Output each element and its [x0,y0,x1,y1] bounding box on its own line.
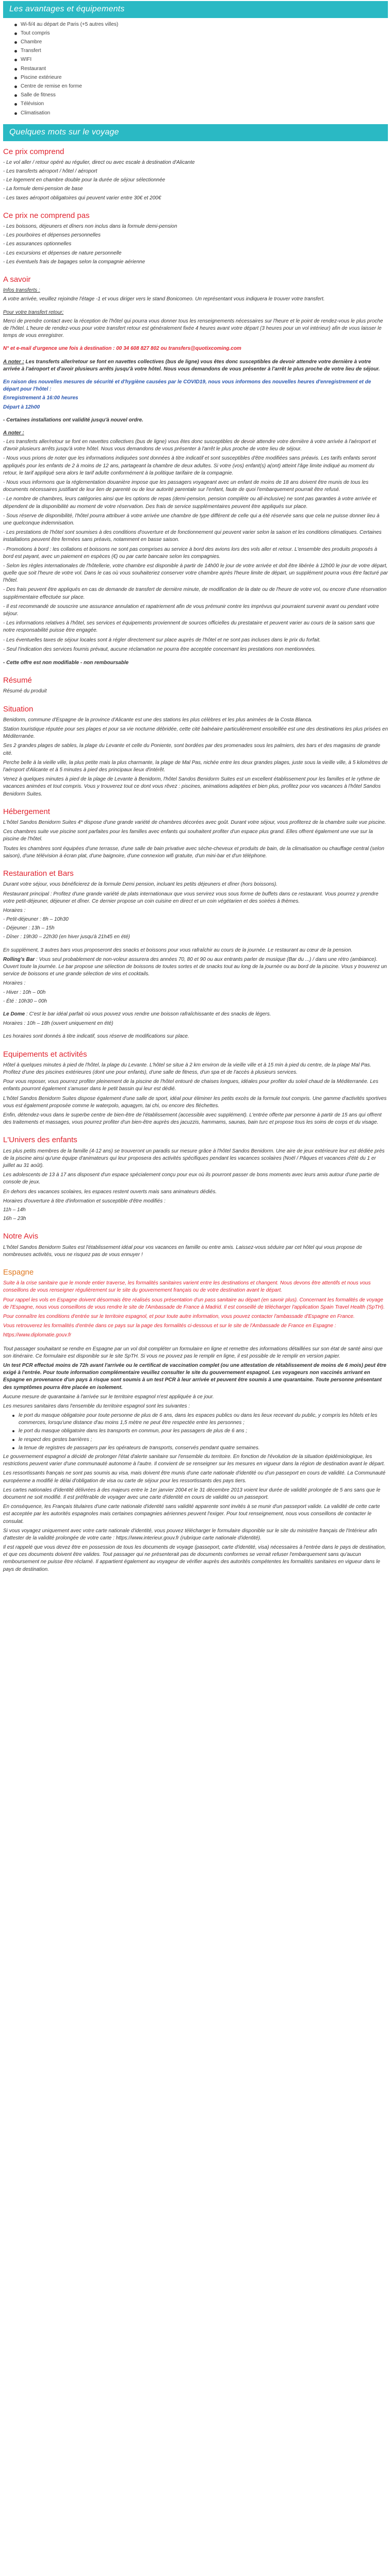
notinc-heading: Ce prix ne comprend pas [3,211,90,220]
espagne-paragraph: Il est rappelé que vous devez être en possession de tous les documents de voyage (passeport, carte d'identité, visa) nécessaires à l'entrée dans le pays de destination, et que ces documents doivent être valides. Tout passager qui ne présenterait pas de documents conformes se verrait refuser l'embarquement sans qu'aucun remboursement ne puisse être réclamé. Il appartient également au voyageur de vérifier auprès des autorités compétentes les formalités sanitaires en vigueur dans le pays de destination. [3,1545,386,1572]
restauration-paragraph: En supplément, 3 autres bars vous proposeront des snacks et boissons pour vous rafraîchir au cours de la journée. Le restaurant au cœur de la pension. [3,947,353,953]
resume-paragraph: Résumé du produit [3,688,47,694]
espagne-measure-item: le respect des gestes barrières ; [12,1436,388,1444]
notes-item: - Les transferts aller/retour se font en navettes collectives (bus de ligne) vous êtes donc susceptibles de devoir attendre votre dernière à votre arrivée à l'aéroport et d'avoir plusieurs arrêts jusqu'à votre hôtel. Nous vous demandons de vous présenter à l'arrêt le plus proche de votre lieu de séjour. [3,439,376,452]
notes-item: - Les informations relatives à l'hôtel, ses services et équipements proviennent de sources officielles du prestataire et peuvent varier au cours de la saison sans que notre responsabilité puisse être engagée. [3,620,375,634]
savoir-retour-paragraph: Merci de prendre contact avec la réception de l'hôtel qui pourra vous donner tous les renseignements nécessaires sur l'heure et le point de rendez-vous le plus proche de l'hôtel. L'heure de rendez-vous pour votre transfert retour est généralement fixée 4 heures avant votre départ (3 heures pour un vol intérieur) afin de vous laisser le temps de vous enregistrer. [3,318,383,339]
espagne-heading: Espagne [3,1267,34,1277]
dome-bar-paragraph: : C'est le bar idéal parfait où vous pouvez vous rendre une boisson rafraîchissante et des snacks de légers. [25,1011,271,1017]
espagne-paragraph: En conséquence, les Français titulaires d'une carte nationale d'identité sans validité apparente sont invités à se munir d'un passeport valide. La validité de cette carte est acceptée par les autorités espagnoles mais certaines compagnies aériennes peuvent l'exiger. Pour tout renseignement, nous vous conseillons de contacter le consulat. [3,1504,380,1524]
advantage-item: Télévision [14,100,388,108]
notes-item: - Sous réserve de disponibilité, l'hôtel pourra attribuer à votre arrivée une chambre de type différent de celle qui a été réservée sans que cela ne puisse donner lieu à une quelconque indemnisation. [3,513,380,526]
equip-paragraph: Enfin, détendez-vous dans le superbe centre de bien-être de l'établissement (accessible avec supplément). L'entrée offerte par personne à partir de 15 ans qui offrent des traitements et massages, vous pourrez profiter d'un bien-être auprès des jacuzzis, hammams, saunas, bain turc et propose tous les soins de corps et du visage. [3,1112,382,1126]
advantage-item: Tout compris [14,30,388,37]
espagne-paragraph: Pour connaître les conditions d'entrée sur le territoire espagnol, et pour toute autre information, vous pouvez contacter l'ambassade d'Espagne en France. [3,1314,355,1320]
restauration-hours-line: - Dîner : 19h30 – 22h30 (en hiver jusqu'à 21h45 en été) [3,934,130,940]
enfants-heading: L'Univers des enfants [3,1136,77,1145]
restauration-hours-label: Horaires : [3,907,26,913]
notes-item: - Nous vous prions de noter que les informations indiquées sont données à titre indicatif et sont susceptibles d'être modifiées sans préavis. Les tarifs enfants seront appliqués pour les enfants de 2 à moins de 12 ans, partageant la chambre de deux adultes. Si votre (vos) enfant(s) a(ont) atteint l'âge limite indiqué au moment du retour, le tarif appliqué sera alors le tarif adulte conformément à la politique tarifaire de la compagnie. [3,455,376,476]
restauration-heading: Restauration et Bars [3,869,74,878]
advantage-item: Piscine extérieure [14,74,388,81]
espagne-paragraph: Tout passager souhaitant se rendre en Espagne par un vol doit compléter un formulaire en ligne et remettre des informations détaillées sur son état de santé ainsi que son itinéraire. Ce formulaire est disponible sur le site SpTH. Si vous ne pouvez pas le remplir en ligne, il est possible de le remplir en version papier. [3,1346,383,1359]
espagne-link[interactable]: https://www.diplomatie.gouv.fr [3,1332,72,1338]
restauration-note: Les horaires sont donnés à titre indicatif, sous réserve de modifications sur place. [3,1033,189,1040]
savoir-paragraph: A votre arrivée, veuillez rejoindre l'étage -1 et vous diriger vers le stand Bonicomeo. Un représentant vous indiquera le trouver votre transfert. [3,296,325,302]
equip-paragraph: Pour vous reposer, vous pourrez profiter pleinement de la piscine de l'hôtel entouré de chaises longues, idéales pour profiter du soleil chaud de la Méditerranée. Les enfants pourront également s'amuser dans le petit bassin qui leur est dédié. [3,1079,379,1092]
notinc-line: - Les boissons, déjeuners et dîners non inclus dans la formule demi-pension [3,224,177,230]
prog-line: - Les taxes aéroport obligatoires qui peuvent varier entre 30€ et 200€ [3,195,161,201]
rolling-bar-paragraph: : Vous seul probablement de non-voleur assurera des années 70, 80 et 90 ou aux entrants parler de musique (Bar du ...) / dans une rétro (ambiance). Ouvert toute la journée. Le bar propose une sélection de boissons de toutes sortes et de snacks tout au long de la journée ou au bord de la piscine. Vous y trouverez un service de boissons et une grande sélection de vins et cocktails. [3,956,387,977]
espagne-measures-list [3,1412,388,1452]
rolling-bar-label: Rolling's Bar [3,956,35,962]
advantage-item: Salle de fitness [14,92,388,99]
notes-item: - Le nombre de chambres, leurs catégories ainsi que les options de repas (demi-pension, pension complète ou all-inclusive) ne sont pas garanties à votre arrivée et dépendent de la disponibilité au moment de votre réservation. Des frais de service supplémentaires peuvent être appliqués sur place. [3,496,377,510]
notes-item: - Selon les règles internationales de l'hôtellerie, votre chambre est disponible à partir de 14h00 le jour de votre arrivée et doit être libérée à 12h00 le jour de votre départ, quelle que soit l'heure de votre vol. Dans le cas où vous souhaiteriez conserver votre chambre après l'heure limite de départ, un supplément pourra vous être facturé par l'hôtel. [3,563,388,584]
situation-paragraph: Benidorm, commune d'Espagne de la province d'Alicante est une des stations les plus célèbres et les plus animées de la Costa Blanca. [3,717,313,723]
checkin-time: Enregistrement à 16:00 heures [3,395,78,401]
rolling-hours-label: Horaires : [3,980,26,987]
situation-paragraph: Venez à quelques minutes à pied de la plage de Levante à Benidorm, l'hôtel Sandos Benidorm Suites est un excellent établissement pour les familles et le rythme de vacances animées et tout compris. Vous y trouverez tout ce dont vous rêvez : piscines, animations adaptées et bien plus, profitez pour vos vacances à l'hôtel Sandos Benidorm Suites. [3,776,381,797]
notes-item: - Promotions à bord : les collations et boissons ne sont pas comprises au service à bord des avions lors des vols aller et retour. L'ensemble des produits proposés à bord est payant, avec un paiement en espèces (€) ou par carte bancaire selon les compagnies. [3,546,378,560]
situation-heading: Situation [3,704,34,714]
page [0,1,391,1573]
hebergement-paragraph: Ces chambres suite vue piscine sont parfaites pour les familles avec enfants qui souhaitent profiter d'un espace plus grand. Elles offrent également une vue sur la piscine de l'hôtel. [3,829,373,842]
enfants-hours-line: 16h – 23h [3,1216,26,1222]
equip-paragraph: Hôtel à quelques minutes à pied de l'hôtel, la plage du Levante. L'hôtel se situe à 2 km environ de la vieille ville et à 15 min à pied du centre, de la plage Mal Pas. Profitez d'une des piscines extérieures (dont une pour enfants), d'une salle de fitness, d'un spa et de l'accès à plusieurs services. [3,1062,371,1075]
espagne-paragraph: Le gouvernement espagnol a décidé de prolonger l'état d'alerte sanitaire sur l'ensemble du territoire. En fonction de l'évolution de la situation épidémiologique, les restrictions peuvent varier d'une communauté autonome à l'autre. Il convient de se renseigner sur les mesures en vigueur dans la région de destination avant le départ. [3,1454,385,1467]
checkout-time: Départ à 12h00 [3,404,40,410]
prog-line: - Le vol aller / retour opéré au régulier, direct ou avec escale à destination d'Alicante [3,159,195,165]
enfants-paragraph: En dehors des vacances scolaires, les espaces restent ouverts mais sans animateurs dédiés. [3,1189,217,1195]
enfants-paragraph: Les adolescents de 13 à 17 ans disposent d'un espace spécialement conçu pour eux où ils pourront passer de bons moments avec leurs amis autour d'une partie de console de jeux. [3,1172,380,1185]
equip-heading: Equipements et activités [3,1049,87,1059]
espagne-paragraph: Les ressortissants français ne sont pas soumis au visa, mais doivent être munis d'une carte nationale d'identité ou d'un passeport en cours de validité. La Communauté européenne a modifié le délai d'obligation de visa ou carte de séjour pour les ressortissants des pays tiers. [3,1470,386,1484]
notes-item: - Il est recommandé de souscrire une assurance annulation et rapatriement afin de vous prémunir contre les imprévus qui pourraient survenir avant ou pendant votre séjour. [3,603,379,617]
enfants-hours-label: Horaires d'ouverture à titre d'information et susceptible d'être modifiés : [3,1198,166,1204]
notes-item: - Les prestations de l'hôtel sont soumises à des conditions d'ouverture et de fonctionnement qui peuvent varier selon la saison et les conditions climatiques. Certaines installations peuvent être fermées sans préavis, notamment en basse saison. [3,530,382,543]
enfants-paragraph: Les plus petits membres de la famille (4-12 ans) se trouveront un paradis sur mesure grâce à l'hôtel Sandos Benidorm. Une aire de jeux extérieure leur est dédiée près de la piscine ainsi qu'une équipe d'animateurs qui leur proposera des activités spécifiques pendant les vacances scolaires (Noël / Pâques et vacances d'été du 1 er juillet au 31 août). [3,1148,385,1168]
prog-heading: Ce prix comprend [3,147,64,156]
advantages-banner: Les avantages et équipements [3,1,388,18]
advantage-item: Centre de remise en forme [14,83,388,90]
enfants-hours-line: 11h – 14h [3,1207,26,1213]
emergency-contact: N° et e-mail d'urgence une fois à destination : 00 34 608 827 802 ou transfers@quotixcoming.com [3,346,241,352]
non-refundable-note: - Cette offre est non modifiable - non remboursable [3,659,129,666]
resume-heading: Résumé [3,676,32,685]
espagne-paragraph: Aucune mesure de quarantaine à l'arrivée sur le territoire espagnol n'est appliquée à ce jour. [3,1394,214,1400]
espagne-measure-item: la tenue de registres de passagers par les opérateurs de transports, conservés pendant quatre semaines. [12,1445,388,1452]
equip-paragraph: L'hôtel Sandos Benidorm Suites dispose également d'une salle de sport, idéal pour éliminer les petits excès de la formule tout compris. Une gamme d'activités sportives vous est également proposée comme le waterpolo, aquagym, tai chi, ou encore des fléchettes. [3,1095,387,1109]
covid-paragraph: En raison des nouvelles mesures de sécurité et d'hygiène causées par le COVID19, nous vous informons des nouvelles heures d'enregistrement et de départ pour l'hôtel : [3,379,371,393]
notes-item: - Les éventuelles taxes de séjour locales sont à régler directement sur place auprès de l'hôtel et ne sont pas incluses dans le prix du forfait. [3,637,321,643]
note-label: A noter : [3,359,24,365]
info-banner: Quelques mots sur le voyage [3,124,388,141]
notinc-line: - Les assurances optionnelles [3,241,72,247]
restauration-paragraph: Durant votre séjour, vous bénéficierez de la formule Demi pension, incluant les petits déjeuners et dîner (hors boissons). [3,882,278,888]
restauration-hours-line: - Déjeuner : 13h – 15h [3,925,55,931]
notes-item: - Des frais peuvent être appliqués en cas de demande de transfert de dernière minute, de modification de la date ou de l'heure de votre vol, ou encore d'une réservation supplémentaire effectuée sur place. [3,587,387,600]
note-paragraph: Les transferts aller/retour se font en navettes collectives (bus de ligne) vous êtes donc susceptibles de devoir attendre votre dernière à votre arrivée à l'aéroport et d'avoir plusieurs arrêts jusqu'à votre hôtel. Nous vous demandons de vous présenter à l'arrêt le plus proche de votre lieu de séjour. [3,359,380,372]
espagne-paragraph: Les cartes nationales d'identité délivrées à des majeurs entre le 1er janvier 2004 et le 31 décembre 2013 voient leur durée de validité prolongée de 5 ans sans que le document ne soit modifié. Il est préférable de voyager avec une carte d'identité en cours de validité ou un passeport. [3,1487,381,1500]
situation-paragraph: Ses 2 grandes plages de sables, la plage du Levante et celle du Poniente, sont bordées par des promenades sous les palmiers, des bars et des magasins de grande cité. [3,743,381,756]
prog-line: - Le logement en chambre double pour la durée de séjour sélectionnée [3,177,166,183]
espagne-paragraph: Pour rappel les vols en Espagne doivent désormais être réalisés sous présentation d'un pass sanitaire au départ (en savoir plus). Concernant les formalités de voyage de l'Espagne, nous vous conseillons de vous rendre le site de l'Ambassade de France à Madrid. Il est conseillé de télécharger l'application Spain Travel Health (SpTH). [3,1297,385,1310]
hebergement-paragraph: L'hôtel Sandos Benidorm Suites 4* dispose d'une grande variété de chambres décorées avec goût. Durant votre séjour, vous profiterez de la chambre suite vue piscine. [3,820,386,826]
espagne-paragraph: Les mesures sanitaires dans l'ensemble du territoire espagnol sont les suivantes : [3,1403,190,1409]
avis-heading: Notre Avis [3,1232,39,1241]
advantages-list [3,21,388,117]
espagne-paragraph: Vous retrouverez les formalités d'entrée dans ce pays sur la page des formalités ci-dessous et sur le site de l'Ambassade de France en Espagne : [3,1323,336,1329]
notes-item: - Nous vous informons que la réglementation douanière impose que les passagers voyageant avec un enfant de moins de 18 ans doivent être munis de tous les documents nécessaires justifiant de leur lien de parenté ou de leur autorité parentale sur l'enfant, faute de quoi l'embarquement pourrait être refusé. [3,480,369,493]
dome-bar-label: Le Dome [3,1011,25,1017]
advantage-item: WIFI [14,56,388,63]
prog-line: - Les transferts aéroport / hôtel / aéroport [3,168,97,174]
advantage-item: Chambre [14,39,388,46]
espagne-paragraph: Suite à la crise sanitaire que le monde entier traverse, les formalités sanitaires varient entre les destinations et changent. Nous devons être attentifs et nous vous conseillons de vous renseigner régulièrement sur le site du gouvernement français ou de votre destination avant le départ. [3,1280,371,1294]
rolling-hours-line: - Été : 10h30 – 00h [3,998,47,1004]
advantage-item: Wi-fi/4 au départ de Paris (+5 autres villes) [14,21,388,28]
notinc-line: - Les pourboires et dépenses personnelles [3,232,101,239]
dome-hours: Horaires : 10h – 18h (ouvert uniquement en été) [3,1021,113,1027]
situation-paragraph: Station touristique réputée pour ses plages et pour sa vie nocturne débridée, cette cité balnéaire particulièrement ensoleillée est une des destinations les plus prisées en Méditerranée. [3,726,388,740]
savoir-subheading: Infos transferts : [3,287,40,294]
installations-note: - Certaines installations ont validité jusqu'à nouvel ordre. [3,417,143,423]
savoir-heading: A savoir [3,275,31,284]
espagne-measure-item: le port du masque obligatoire pour toute personne de plus de 6 ans, dans les espaces publics ou dans les lieux recevant du public, y compris les hôtels et les commerces, lorsqu'une distance d'au moins 1,5 mètre ne peut être respectée entre les personnes ; [12,1412,388,1427]
restauration-paragraph: Restaurant principal : Profitez d'une grande variété de plats internationaux que vous servirez vous sous forme de buffets dans ce restaurant. Vous pourrez y prendre votre petit-déjeuner, déjeuner et dîner. Ce dernier propose un coin cuisine en direct et un coin végétarien et des soirées à thèmes. [3,891,379,904]
espagne-paragraph: Si vous voyagez uniquement avec votre carte nationale d'identité, vous pouvez télécharger le formulaire disponible sur le site du ministère français de l'Intérieur afin d'attester de la validité prolongée de votre carte : https://www.interieur.gouv.fr (rubrique carte nationale d'identité). [3,1528,377,1541]
situation-paragraph: Perche belle à la vieille ville, la plus petite mais la plus charmante, la plage de Mal Pas, nichée entre les deux grandes plages, juste sous la vieille ville, à 5 kilomètres de l'aéroport d'Alicante et à 5 minutes à pied des principaux lieux d'intérêt. [3,759,388,773]
restauration-hours-line: - Petit-déjeuner : 8h – 10h30 [3,917,69,923]
notinc-line: - Les éventuels frais de bagages selon la compagnie aérienne [3,259,145,265]
notes-heading: A noter : [3,430,24,436]
advantage-item: Climatisation [14,110,388,117]
hebergement-heading: Hébergement [3,807,50,816]
rolling-hours-line: - Hiver : 10h – 00h [3,989,46,995]
espagne-paragraph: Un test PCR effectué moins de 72h avant l'arrivée ou le certificat de vaccination complet (ou une attestation de rétablissement de moins de 6 mois) peut être exigé à l'entrée. Pour toute information complémentaire veuillez consulter le site du gouvernement espagnol. Les voyageurs non vaccinés arrivant en Espagne en provenance d'un pays à risque sont soumis à un test PCR à leur arrivée et peuvent être soumis à une quarantaine. Toute personne présentant des symptômes pourra être placée en isolement. [3,1362,386,1391]
advantage-item: Restaurant [14,65,388,73]
advantage-item: Transfert [14,47,388,55]
prog-line: - La formule demi-pension de base [3,186,83,192]
espagne-measure-item: le port du masque obligatoire dans les transports en commun, pour les passagers de plus de 6 ans ; [12,1428,388,1435]
savoir-retour-label: Pour votre transfert retour: [3,309,64,315]
notes-item: - Seul l'indication des services fournis prévaut, aucune réclamation ne pourra être acceptée concernant les prestations non mentionnées. [3,646,316,652]
notinc-line: - Les excursions et dépenses de nature personnelle [3,250,122,256]
hebergement-paragraph: Toutes les chambres sont équipées d'une terrasse, d'une salle de bain privative avec sèche-cheveux et produits de bain, de la climatisation ou chauffage central (selon saison), d'une télévision à écran plat, d'une baignoire, d'une connexion wifi gratuite, d'un mini-bar et d'un téléphone. [3,845,384,859]
avis-paragraph: L'hôtel Sandos Benidorm Suites est l'établissement idéal pour vos vacances en famille ou entre amis. Laissez-vous séduire par cet hôtel qui vous propose de nombreuses activités, vous ne risquez pas de vous ennuyer ! [3,1244,362,1258]
